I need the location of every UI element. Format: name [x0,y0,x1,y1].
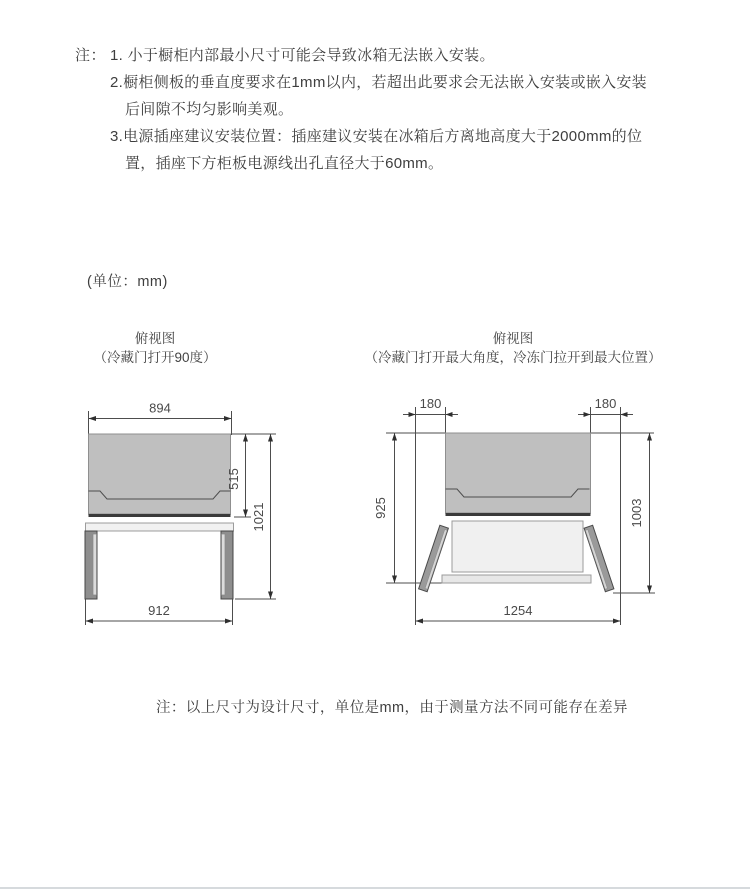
unit-label: (单位：mm) [87,274,168,290]
arrowhead [647,586,652,594]
top-view-diagram-max-open [370,393,660,633]
dim-drawer-depth-label: 925 [373,497,388,519]
dim-total-width-label: 1254 [503,603,533,618]
dim-left-overhang-label: 180 [419,396,442,411]
arrowhead [409,412,416,417]
right-diagram-title-sub: （冷藏门打开最大角度，冷冻门拉开到最大位置） [364,350,662,365]
fridge-door-left-edge [93,534,97,595]
arrowhead [224,416,232,421]
arrowhead [268,434,273,442]
arrowhead [243,510,248,518]
arrowhead [89,416,97,421]
arrowhead [86,619,94,624]
notes-items [110,42,662,177]
arrowhead [268,592,273,600]
left-diagram-title [60,329,250,367]
dim-body-width-label: 894 [149,400,171,416]
fridge-door-right-edge [222,534,226,595]
arrowhead [613,619,621,624]
arrowhead [647,433,652,441]
dim-total-depth-label: 1021 [251,502,266,532]
fridge-body [446,433,591,513]
note-item-3: 3.电源插座建议安装位置：插座建议安装在冰箱后方离地高度大于2000mm的位置，插座下方柜板电源线出孔直径大于60mm。 [110,128,643,172]
right-diagram-title [362,329,664,367]
arrowhead [584,412,591,417]
arrowhead [621,412,628,417]
bottom-note: 注：以上尺寸为设计尺寸，单位是mm，由于测量方法不同可能存在差异 [156,700,628,716]
dim-body-depth-label: 515 [226,468,241,490]
dim-door-open-width-label: 912 [148,603,170,618]
dim-right-overhang-label: 180 [594,396,617,411]
install-notes [75,42,662,177]
fridge-front-panel [86,523,234,531]
fridge-front-edge [89,514,231,517]
fridge-body [89,434,231,514]
arrowhead [392,433,397,441]
left-diagram-title-main: 俯视图 [134,331,176,346]
note-item-2: 2.橱柜侧板的垂直度要求在1mm以内，若超出此要求会无法嵌入安装或嵌入安装后间隙不均匀影响美观。 [110,74,647,118]
arrowhead [392,576,397,584]
dim-total-depth-label: 1003 [629,498,644,528]
arrowhead [225,619,233,624]
left-diagram-title-sub: （冷藏门打开90度） [93,350,217,365]
arrowhead [416,619,424,624]
fridge-front-edge [446,513,591,516]
notes-label: 注： [75,47,107,64]
arrowhead [243,434,248,442]
right-diagram-title-main: 俯视图 [492,331,534,346]
note-item-1: 1. 小于橱柜内部最小尺寸可能会导致冰箱无法嵌入安装。 [110,47,495,64]
top-view-diagram-doors-90 [60,393,290,633]
freezer-drawer [452,521,583,572]
arrowhead [446,412,453,417]
freezer-drawer-front [442,575,591,583]
